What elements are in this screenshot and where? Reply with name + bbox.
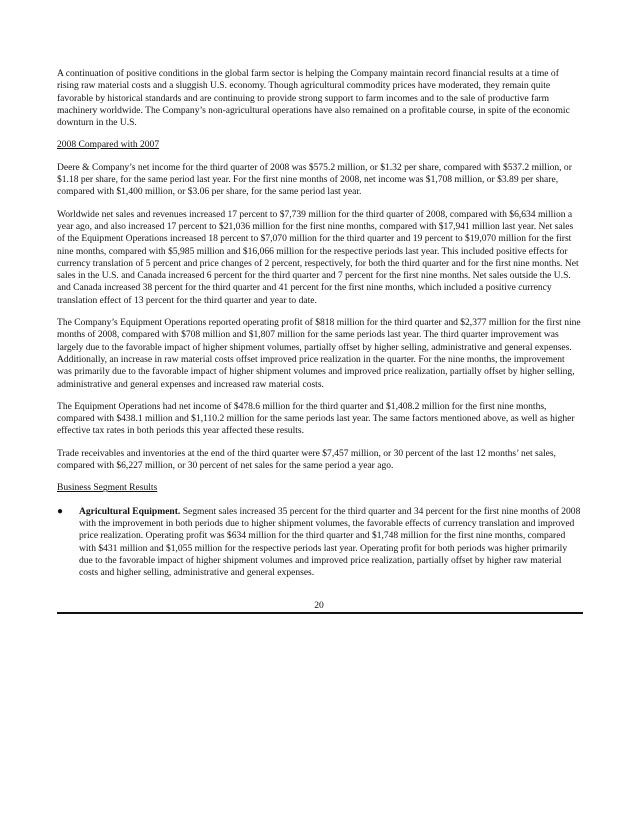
equipment-net-income-paragraph: The Equipment Operations had net income of $478.6 million for the third quarter and $1,408.2 million for the first nine months, compared with $438.1 million and $1,110.2 million for the same periods last year. The same factors mentioned above, as well as higher effective tax rates in both periods this year affected these results. xyxy=(57,400,575,437)
bullet-icon: ● xyxy=(57,505,64,517)
net-income-paragraph: Deere & Company’s net income for the third quarter of 2008 was $575.2 million, or $1.32 per share, compared with $537.2 million, or $1.18 per share, for the same period last year. For the first nine months of 2008, net income was $1,708 million, or $3.89 per share, compared with $1,400 million, or $3.06 per share, for the same period last year. xyxy=(57,161,572,198)
bullet-text xyxy=(79,506,581,580)
bullet-body: Segment sales increased 35 percent for the third quarter and 34 percent for the first nine months of 2008 with the improvement in both periods due to higher shipment volumes, the favorable effects of currency translation and improved price realization. Operating profit was $634 million for the third quarter and $1,748 million for the first nine months, compared with $431 million and $1,055 million for the respective periods last year. Operating profit for both periods was higher primarily due to the favorable impact of higher shipment volumes and improved price realization, partially offset by higher raw material costs and higher selling, administrative and general expenses. xyxy=(79,505,581,579)
operating-profit-paragraph: The Company’s Equipment Operations reported operating profit of $818 million for the third quarter and $2,377 million for the first nine months of 2008, compared with $708 million and $1,807 million for the same periods last year. The third quarter improvement was largely due to the favorable impact of higher shipment volumes, partially offset by higher selling, administrative and general expenses. Additionally, an increase in raw material costs offset improved price realization in the quarter. For the nine months, the improvement was primarily due to the favorable impact of higher shipment volumes and improved price realization, partially offset by higher selling, administrative and general expenses and increased raw material costs. xyxy=(57,317,581,390)
intro-paragraph: A continuation of positive conditions in the global farm sector is helping the Company maintain record financial results at a time of rising raw material costs and a sluggish U.S. economy. Though agricultural commodity prices have moderated, they remain quite favorable by historical standards and are continuing to provide strong support to farm incomes and to the sale of productive farm machinery worldwide. The Company’s non-agricultural operations have also remained on a profitable course, in spite of the economic downturn in the U.S. xyxy=(57,68,570,129)
list-item xyxy=(57,506,581,580)
footer-divider xyxy=(57,612,583,614)
segment-results-heading: Business Segment Results xyxy=(57,482,158,494)
net-sales-paragraph: Worldwide net sales and revenues increased 17 percent to $7,739 million for the third quarter of 2008, compared with $6,634 million a year ago, and also increased 17 percent to $21,036 million for the first nine months, compared with $17,941 million last year. Net sales of the Equipment Operations increased 18 percent to $7,070 million for the third quarter and 19 percent to $19,070 million for the first nine months, compared with $5,985 million and $16,066 million for the respective periods last year. This included positive effects for currency translation of 5 percent and price changes of 2 percent, respectively, for both the third quarter and for the first nine months. Net sales in the U.S. and Canada increased 6 percent for the third quarter and 7 percent for the first nine months. Net sales outside the U.S. and Canada increased 38 percent for the third quarter and 41 percent for the first nine months, which included a positive currency translation effect of 13 percent for the third quarter and year to date. xyxy=(57,208,579,306)
document-page xyxy=(57,68,581,611)
receivables-paragraph: Trade receivables and inventories at the end of the third quarter were $7,457 million, or 30 percent of the last 12 months’ net sales, compared with $6,227 million, or 30 percent of net sales for the same period a year ago. xyxy=(57,447,556,472)
page-number: 20 xyxy=(314,600,324,611)
comparison-heading: 2008 Compared with 2007 xyxy=(57,139,160,151)
bullet-title: Agricultural Equipment. xyxy=(79,505,181,517)
